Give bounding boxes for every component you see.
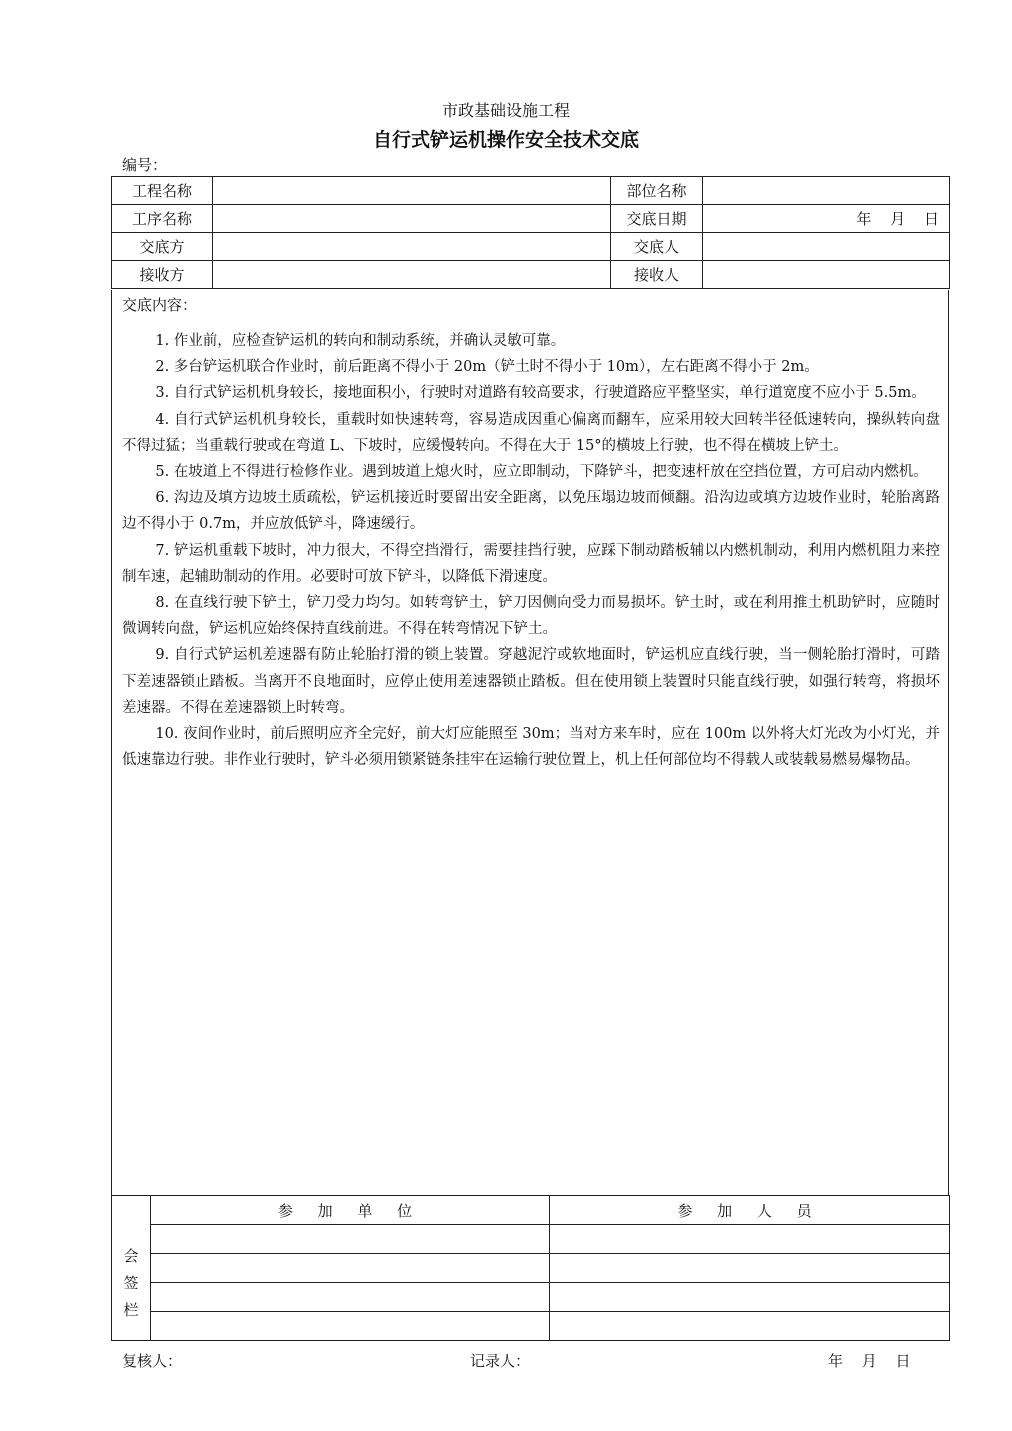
disclosure-content-box (111, 290, 949, 1196)
header-table (111, 176, 950, 289)
countersign-side-label (112, 1196, 151, 1341)
content-item: 6. 沟边及填方边坡土质疏松，铲运机接近时要留出安全距离，以免压塌边坡而倾翻。沿沟边或填方边坡作业时，轮胎离路边不得小于 0.7m，并应放低铲斗，降速缓行。 (122, 490, 940, 533)
signature-row (112, 1283, 950, 1312)
unit-field[interactable] (151, 1225, 550, 1254)
content-items (122, 328, 940, 773)
side-label-char: 栏 (123, 1300, 139, 1319)
receiver-person-label: 接收人 (611, 261, 703, 289)
recorder-label: 记录人： (470, 1352, 531, 1370)
receiver-party-label: 接收方 (112, 261, 213, 289)
content-item: 3. 自行式铲运机机身较长，接地面积小，行驶时对道路有较高要求，行驶道路应平整坚实，单行道宽度不应小于 5.5m。 (155, 385, 926, 402)
side-label-char: 会 (123, 1246, 139, 1265)
signature-row (112, 1225, 950, 1254)
signature-header-row (112, 1196, 950, 1225)
number-label: 编号： (122, 156, 168, 174)
content-item: 2. 多台铲运机联合作业时，前后距离不得小于 20m（铲土时不得小于 10m），左右距离不得小于 2m。 (155, 359, 819, 376)
receiver-person-field[interactable] (703, 261, 950, 289)
content-item: 8. 在直线行驶下铲土，铲刀受力均匀。如转弯铲土，铲刀因侧向受力而易损坏。铲土时，或在利用推土机助铲时，应随时微调转向盘，铲运机应始终保持直线前进。不得在转弯情况下铲土。 (122, 595, 940, 638)
receiver-party-field[interactable] (213, 261, 611, 289)
content-label: 交底内容： (122, 296, 198, 314)
reviewer-label: 复核人： (122, 1352, 183, 1370)
part-name-field[interactable] (703, 177, 950, 205)
person-field[interactable] (550, 1254, 950, 1283)
header-row-discloser (112, 233, 950, 261)
header-row-project (112, 177, 950, 205)
project-name-label: 工程名称 (112, 177, 213, 205)
unit-field[interactable] (151, 1254, 550, 1283)
unit-field[interactable] (151, 1283, 550, 1312)
person-field[interactable] (550, 1225, 950, 1254)
signature-table (111, 1195, 950, 1341)
person-field[interactable] (550, 1312, 950, 1341)
content-item: 1. 作业前，应检查铲运机的转向和制动系统，并确认灵敏可靠。 (155, 333, 566, 349)
part-name-label: 部位名称 (611, 177, 703, 205)
content-item: 5. 在坡道上不得进行检修作业。遇到坡道上熄火时，应立即制动，下降铲斗，把变速杆放在空挡位置，方可启动内燃机。 (155, 464, 928, 481)
content-item: 9. 自行式铲运机差速器有防止轮胎打滑的锁上装置。穿越泥泞或软地面时，铲运机应直线行驶，当一侧轮胎打滑时，可踏下差速器锁止踏板。当离开不良地面时，应停止使用差速器锁止踏板。但在使用锁上装置时只能直线行驶，如强行转弯，将损坏差速器。不得在差速器锁上时转弯。 (122, 647, 940, 716)
footer-date: 年 月 日 (828, 1352, 911, 1370)
discloser-person-field[interactable] (703, 233, 950, 261)
header-row-process (112, 205, 950, 233)
unit-field[interactable] (151, 1312, 550, 1341)
discloser-party-label: 交底方 (112, 233, 213, 261)
content-item: 7. 铲运机重载下坡时，冲力很大，不得空挡滑行，需要挂挡行驶，应踩下制动踏板辅以内燃机制动，利用内燃机阻力来控制车速，起辅助制动的作用。必要时可放下铲斗，以降低下滑速度。 (122, 542, 940, 585)
participating-person-header: 参 加 人 员 (550, 1196, 950, 1225)
signature-row (112, 1254, 950, 1283)
header-row-receiver (112, 261, 950, 289)
discloser-party-field[interactable] (213, 233, 611, 261)
participating-unit-header: 参 加 单 位 (151, 1196, 550, 1225)
process-name-label: 工序名称 (112, 205, 213, 233)
signature-row (112, 1312, 950, 1341)
document-subtitle: 市政基础设施工程 (441, 101, 570, 120)
disclosure-date-field[interactable]: 年 月 日 (703, 205, 950, 233)
content-item: 10. 夜间作业时，前后照明应齐全完好，前大灯应能照至 30m；当对方来车时，应在 100m 以外将大灯光改为小灯光，并低速靠边行驶。非作业行驶时，铲斗必须用锁紧链条挂牢在运输行驶位置上，机上任何部位均不得载人或装载易燃易爆物品。 (122, 726, 940, 769)
project-name-field[interactable] (213, 177, 611, 205)
discloser-person-label: 交底人 (611, 233, 703, 261)
person-field[interactable] (550, 1283, 950, 1312)
document-title: 自行式铲运机操作安全技术交底 (372, 129, 639, 151)
process-name-field[interactable] (213, 205, 611, 233)
content-item: 4. 自行式铲运机机身较长，重载时如快速转弯，容易造成因重心偏离而翻车，应采用较大回转半径低速转向，操纵转向盘不得过猛；当重载行驶或在弯道 L、下坡时，应缓慢转向。不得在大于 15°的横坡上行驶，也不得在横坡上铲土。 (122, 411, 940, 454)
side-label-char: 签 (123, 1273, 139, 1292)
disclosure-date-label: 交底日期 (611, 205, 703, 233)
